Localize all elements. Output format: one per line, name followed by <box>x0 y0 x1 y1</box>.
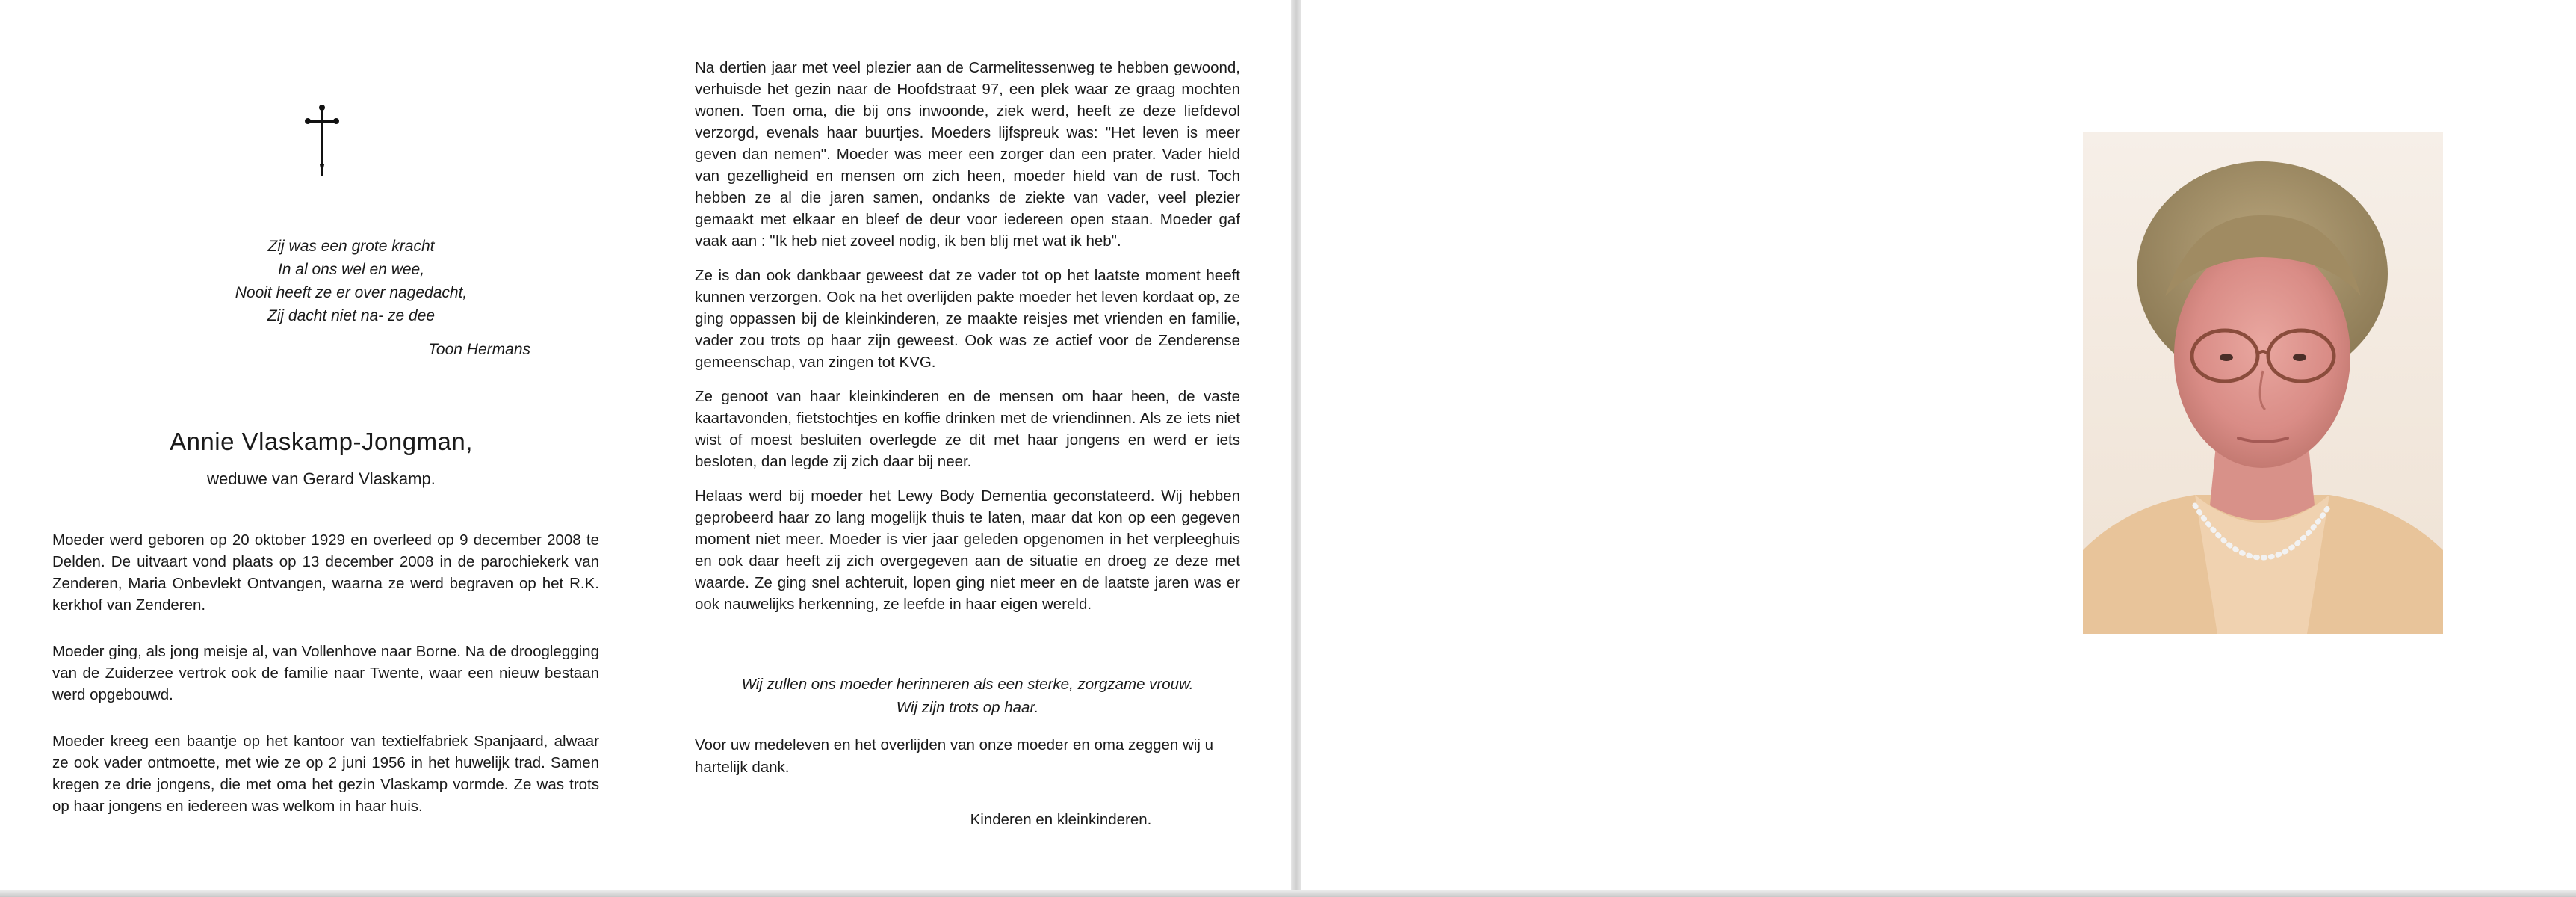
thanks-text: Voor uw medeleven en het overlijden van onze moeder en oma zeggen wij u hartelijk dank. <box>695 736 1214 776</box>
paragraph: Na dertien jaar met veel plezier aan de Carmelitessenweg te hebben gewoond, verhuisde het gezin naar de Hoofdstraat 97, een plek waar ze graag mochten wonen. Toen oma, die bij ons inwoonde, ziek werd, heeft ze deze liefdevol verzorgd, evenals haar buurtjes. Moeders lijfspreuk was: "Het leven is meer geven dan nemen". Moeder was meer een zorger dan een prater. Vader hield van gezelligheid en mensen om zich heen, moeder hield van de rust. Toch hebben ze al die jaren samen, ondanks de ziekte van vader, veel plezier gemaakt met elkaar en bleef de deur voor iedereen open staan. Moeder gaf vaak aan : "Ik heb niet zoveel nodig, ik ben blij met wat ik heb". <box>695 59 1240 250</box>
card-fold <box>1291 0 1301 897</box>
paragraph: Helaas werd bij moeder het Lewy Body Dementia geconstateerd. Wij hebben geprobeerd haar zo lang mogelijk thuis te laten, maar dat kon op een gegeven moment niet meer. Moeder is vier jaar geleden opgenomen in het verpleeghuis en ook daar heeft zij zich overgegeven aan de situatie en droeg ze deze met waarde. Ze ging snel achteruit, lopen ging niet meer en de laatste jaren was er ook nauwelijks herkenning, ze leefde in haar eigen wereld. <box>695 487 1240 613</box>
closing-line: Wij zijn trots op haar. <box>896 699 1039 716</box>
poem <box>157 235 545 327</box>
deceased-name: Annie Vlaskamp-Jongman, <box>170 428 473 455</box>
signoff: Kinderen en kleinkinderen. <box>970 811 1152 828</box>
paragraph: Ze is dan ook dankbaar geweest dat ze vader tot op het laatste moment heeft kunnen verzorgen. Ook na het overlijden pakte moeder het leven kordaat op, ze ging oppassen bij de kleinkinderen, ze maakte reisjes met vrienden en familie, vader zou trots op haar zijn geweest. Ook was ze actief voor de Zenderense gemeenschap, van zingen tot KVG. <box>695 267 1240 371</box>
poem-line: Zij dacht niet na- ze dee <box>267 307 436 324</box>
closing-quote <box>695 673 1240 719</box>
scan-edge <box>0 890 2576 897</box>
middle-biography <box>695 57 1240 628</box>
portrait-photo <box>2083 132 2443 634</box>
poem-line: Zij was een grote kracht <box>267 238 435 255</box>
left-biography <box>52 529 599 842</box>
paragraph: Moeder kreeg een baantje op het kantoor van textielfabriek Spanjaard, alwaar ze ook vader ontmoette, met wie ze op 2 juni 1956 in het huwelijk trad. Samen kregen ze drie jongens, die met oma het gezin Vlaskamp vormde. Ze was trots op haar jongens en iedereen was welkom in haar huis. <box>52 733 599 815</box>
cross-icon <box>305 105 339 176</box>
poem-author: Toon Hermans <box>428 341 530 358</box>
poem-line: In al ons wel en wee, <box>277 261 425 278</box>
deceased-subtitle: weduwe van Gerard Vlaskamp. <box>207 469 436 488</box>
paragraph: Moeder werd geboren op 20 oktober 1929 en overleed op 9 december 2008 te Delden. De uitvaart vond plaats op 13 december 2008 in de parochiekerk van Zenderen, Maria Onbevlekt Ontvangen, waarna ze werd begraven op het R.K. kerkhof van Zenderen. <box>52 531 599 614</box>
closing-line: Wij zullen ons moeder herinneren als een sterke, zorgzame vrouw. <box>741 676 1194 693</box>
paragraph: Moeder ging, als jong meisje al, van Vollenhove naar Borne. Na de drooglegging van de Zuiderzee vertrok ook de familie naar Twente, waar een nieuw bestaan werd opgebouwd. <box>52 643 599 703</box>
paragraph: Ze genoot van haar kleinkinderen en de mensen om haar heen, de vaste kaartavonden, fietstochtjes en koffie drinken met de vriendinnen. Als ze iets niet wist of moest besluiten overlegde ze dit met haar jongens en werd er iets besloten, dan legde zij zich daar bij neer. <box>695 388 1240 470</box>
poem-line: Nooit heeft ze er over nagedacht, <box>235 284 468 301</box>
